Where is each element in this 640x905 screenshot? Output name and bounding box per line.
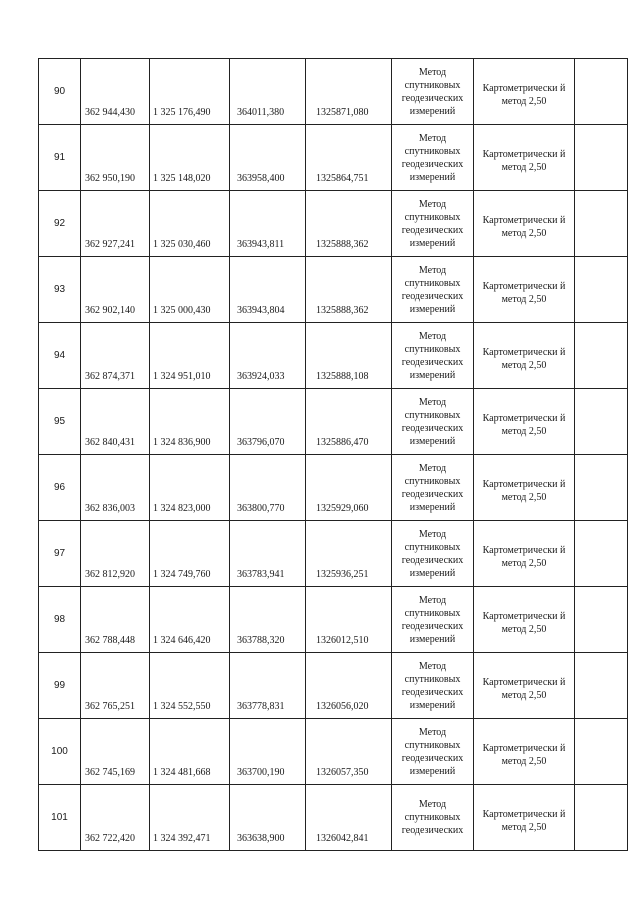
note-cell xyxy=(575,323,628,389)
table-row xyxy=(39,191,628,257)
x-new-cell xyxy=(230,455,306,521)
x-new-cell xyxy=(230,257,306,323)
note-cell xyxy=(575,389,628,455)
point-number: 94 xyxy=(39,323,81,389)
x-old-cell xyxy=(81,521,150,587)
method-cell: Метод спутниковых геодезических измерений xyxy=(392,521,474,587)
note-cell xyxy=(575,59,628,125)
point-number: 101 xyxy=(39,785,81,851)
table-row xyxy=(39,323,628,389)
y-new-cell xyxy=(306,653,392,719)
point-number: 91 xyxy=(39,125,81,191)
x-new-cell xyxy=(230,59,306,125)
x-old-value: 362 944,430 xyxy=(85,107,135,118)
x-new-cell xyxy=(230,191,306,257)
accuracy-cell xyxy=(474,653,575,719)
table-row xyxy=(39,653,628,719)
y-new-cell xyxy=(306,455,392,521)
x-new-value: 363796,070 xyxy=(237,437,285,448)
y-old-value: 1 324 552,550 xyxy=(153,701,211,712)
x-new-cell xyxy=(230,719,306,785)
method-cell: Метод спутниковых геодезических измерений xyxy=(392,587,474,653)
y-new-cell xyxy=(306,587,392,653)
point-number: 99 xyxy=(39,653,81,719)
x-old-cell xyxy=(81,587,150,653)
y-new-cell xyxy=(306,389,392,455)
method-cell: Метод спутниковых геодезических измерений xyxy=(392,719,474,785)
x-old-cell xyxy=(81,719,150,785)
method-cell: Метод спутниковых геодезических измерений xyxy=(392,389,474,455)
x-old-value: 362 927,241 xyxy=(85,239,135,250)
y-new-cell xyxy=(306,785,392,851)
y-new-value: 1325888,362 xyxy=(316,305,369,316)
x-old-cell xyxy=(81,323,150,389)
accuracy-value: Картометрически й метод 2,50 xyxy=(482,215,566,239)
x-old-value: 362 722,420 xyxy=(85,833,135,844)
accuracy-value: Картометрически й метод 2,50 xyxy=(482,149,566,173)
accuracy-cell xyxy=(474,587,575,653)
table-row xyxy=(39,587,628,653)
x-new-value: 364011,380 xyxy=(237,107,285,118)
x-old-value: 362 950,190 xyxy=(85,173,135,184)
y-old-cell xyxy=(150,719,230,785)
x-new-cell xyxy=(230,653,306,719)
x-new-cell xyxy=(230,521,306,587)
point-number: 92 xyxy=(39,191,81,257)
accuracy-cell xyxy=(474,389,575,455)
x-new-cell xyxy=(230,389,306,455)
accuracy-cell xyxy=(474,455,575,521)
method-cell: Метод спутниковых геодезических измерений xyxy=(392,257,474,323)
y-old-value: 1 325 030,460 xyxy=(153,239,211,250)
x-old-cell xyxy=(81,191,150,257)
accuracy-value: Картометрически й метод 2,50 xyxy=(482,83,566,107)
y-old-cell xyxy=(150,653,230,719)
accuracy-value: Картометрически й метод 2,50 xyxy=(482,545,566,569)
accuracy-cell xyxy=(474,257,575,323)
y-new-cell xyxy=(306,719,392,785)
x-new-cell xyxy=(230,785,306,851)
note-cell xyxy=(575,587,628,653)
y-old-cell xyxy=(150,59,230,125)
x-old-value: 362 902,140 xyxy=(85,305,135,316)
y-old-cell xyxy=(150,389,230,455)
x-new-cell xyxy=(230,125,306,191)
table-row xyxy=(39,719,628,785)
table-row xyxy=(39,785,628,851)
y-old-cell xyxy=(150,323,230,389)
x-old-value: 362 812,920 xyxy=(85,569,135,580)
x-new-value: 363958,400 xyxy=(237,173,285,184)
y-new-cell xyxy=(306,323,392,389)
y-old-cell xyxy=(150,521,230,587)
coordinates-table-body xyxy=(39,59,628,851)
point-number: 100 xyxy=(39,719,81,785)
accuracy-cell xyxy=(474,521,575,587)
y-old-value: 1 324 392,471 xyxy=(153,833,211,844)
note-cell xyxy=(575,125,628,191)
x-new-value: 363638,900 xyxy=(237,833,285,844)
y-new-value: 1325886,470 xyxy=(316,437,369,448)
accuracy-value: Картометрически й метод 2,50 xyxy=(482,809,566,833)
point-number: 98 xyxy=(39,587,81,653)
x-new-value: 363924,033 xyxy=(237,371,285,382)
x-new-value: 363778,831 xyxy=(237,701,285,712)
accuracy-value: Картометрически й метод 2,50 xyxy=(482,281,566,305)
table-row xyxy=(39,125,628,191)
y-new-cell xyxy=(306,191,392,257)
x-old-value: 362 836,003 xyxy=(85,503,135,514)
accuracy-cell xyxy=(474,125,575,191)
x-new-cell xyxy=(230,587,306,653)
y-old-value: 1 324 646,420 xyxy=(153,635,211,646)
y-old-cell xyxy=(150,125,230,191)
y-old-value: 1 324 749,760 xyxy=(153,569,211,580)
x-old-value: 362 840,431 xyxy=(85,437,135,448)
x-old-cell xyxy=(81,125,150,191)
y-old-value: 1 324 836,900 xyxy=(153,437,211,448)
y-old-value: 1 325 176,490 xyxy=(153,107,211,118)
y-old-value: 1 324 951,010 xyxy=(153,371,211,382)
table-row xyxy=(39,59,628,125)
point-number: 93 xyxy=(39,257,81,323)
y-new-value: 1326057,350 xyxy=(316,767,369,778)
y-new-value: 1325864,751 xyxy=(316,173,369,184)
note-cell xyxy=(575,719,628,785)
accuracy-cell xyxy=(474,191,575,257)
y-old-value: 1 325 148,020 xyxy=(153,173,211,184)
y-new-value: 1326056,020 xyxy=(316,701,369,712)
method-cell: Метод спутниковых геодезических xyxy=(392,785,474,851)
accuracy-value: Картометрически й метод 2,50 xyxy=(482,611,566,635)
accuracy-value: Картометрически й метод 2,50 xyxy=(482,743,566,767)
accuracy-value: Картометрически й метод 2,50 xyxy=(482,479,566,503)
y-old-value: 1 324 823,000 xyxy=(153,503,211,514)
x-old-cell xyxy=(81,59,150,125)
x-new-value: 363788,320 xyxy=(237,635,285,646)
accuracy-value: Картометрически й метод 2,50 xyxy=(482,413,566,437)
accuracy-cell xyxy=(474,323,575,389)
method-cell: Метод спутниковых геодезических измерений xyxy=(392,59,474,125)
x-new-cell xyxy=(230,323,306,389)
x-new-value: 363783,941 xyxy=(237,569,285,580)
y-old-value: 1 324 481,668 xyxy=(153,767,211,778)
y-new-value: 1325888,108 xyxy=(316,371,369,382)
x-old-cell xyxy=(81,257,150,323)
y-new-cell xyxy=(306,257,392,323)
point-number: 90 xyxy=(39,59,81,125)
note-cell xyxy=(575,455,628,521)
note-cell xyxy=(575,191,628,257)
y-new-cell xyxy=(306,125,392,191)
x-new-value: 363800,770 xyxy=(237,503,285,514)
coordinates-table xyxy=(38,58,628,851)
x-old-cell xyxy=(81,785,150,851)
x-new-value: 363943,804 xyxy=(237,305,285,316)
table-row xyxy=(39,257,628,323)
x-new-value: 363943,811 xyxy=(237,239,285,250)
method-cell: Метод спутниковых геодезических измерений xyxy=(392,653,474,719)
note-cell xyxy=(575,521,628,587)
accuracy-value: Картометрически й метод 2,50 xyxy=(482,677,566,701)
table-row xyxy=(39,521,628,587)
accuracy-cell xyxy=(474,785,575,851)
y-new-value: 1325929,060 xyxy=(316,503,369,514)
method-cell: Метод спутниковых геодезических измерений xyxy=(392,455,474,521)
note-cell xyxy=(575,653,628,719)
x-old-cell xyxy=(81,455,150,521)
y-new-value: 1326012,510 xyxy=(316,635,369,646)
note-cell xyxy=(575,257,628,323)
method-cell: Метод спутниковых геодезических измерений xyxy=(392,323,474,389)
y-old-cell xyxy=(150,587,230,653)
x-old-value: 362 745,169 xyxy=(85,767,135,778)
y-old-value: 1 325 000,430 xyxy=(153,305,211,316)
method-cell: Метод спутниковых геодезических измерений xyxy=(392,125,474,191)
x-old-value: 362 788,448 xyxy=(85,635,135,646)
x-old-cell xyxy=(81,389,150,455)
method-cell: Метод спутниковых геодезических измерений xyxy=(392,191,474,257)
point-number: 95 xyxy=(39,389,81,455)
note-cell xyxy=(575,785,628,851)
table-row xyxy=(39,455,628,521)
x-new-value: 363700,190 xyxy=(237,767,285,778)
x-old-value: 362 765,251 xyxy=(85,701,135,712)
y-old-cell xyxy=(150,785,230,851)
table-row xyxy=(39,389,628,455)
point-number: 97 xyxy=(39,521,81,587)
y-new-cell xyxy=(306,521,392,587)
y-new-cell xyxy=(306,59,392,125)
accuracy-value: Картометрически й метод 2,50 xyxy=(482,347,566,371)
accuracy-cell xyxy=(474,719,575,785)
y-new-value: 1325888,362 xyxy=(316,239,369,250)
y-new-value: 1325871,080 xyxy=(316,107,369,118)
y-old-cell xyxy=(150,455,230,521)
accuracy-cell xyxy=(474,59,575,125)
y-old-cell xyxy=(150,191,230,257)
y-old-cell xyxy=(150,257,230,323)
x-old-value: 362 874,371 xyxy=(85,371,135,382)
y-new-value: 1326042,841 xyxy=(316,833,369,844)
y-new-value: 1325936,251 xyxy=(316,569,369,580)
point-number: 96 xyxy=(39,455,81,521)
x-old-cell xyxy=(81,653,150,719)
